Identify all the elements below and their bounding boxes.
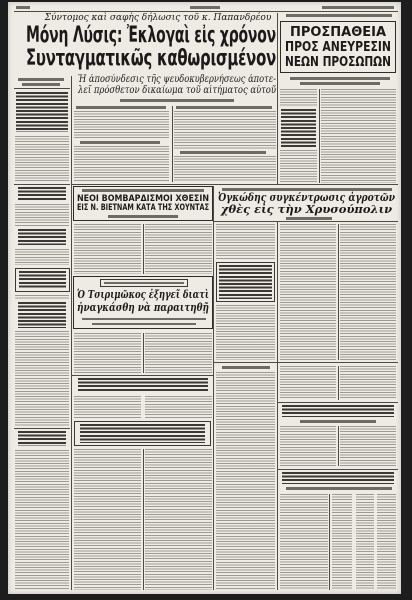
caption-line	[300, 420, 376, 423]
column-rule	[143, 449, 144, 590]
article-text	[216, 372, 275, 590]
article-text	[15, 249, 69, 265]
lead-headline-text: Μόνη Λύσις: Ἐκλογαὶ εἰς χρόνον	[26, 23, 276, 48]
section-rule	[278, 402, 398, 403]
column-rule	[338, 366, 339, 400]
section-rule	[72, 375, 213, 376]
article-text	[280, 426, 336, 466]
caption-line	[300, 82, 380, 85]
column-rule	[143, 333, 144, 373]
farmers-headline-text: χθὲς εἰς τὴν Χρυσούπολιν	[220, 202, 393, 216]
lead-headline-line-1	[26, 24, 276, 47]
subheading-block	[18, 302, 66, 328]
article-text	[332, 494, 352, 590]
article-text	[174, 111, 276, 149]
subheading-block	[80, 424, 205, 443]
lead-subhead-text: λεῖ πρόσθετον δικαίωμα τοῦ αἰτήματος αὐτοῦ	[78, 85, 276, 96]
subheading-block	[219, 265, 272, 299]
promo-box-text: ΠΡΟΣΠΑΘΕΙΑ	[289, 25, 387, 40]
caption-line	[16, 6, 30, 9]
lead-subhead-text: Ἡ ἀποσύνδεσις τῆς ψευδοκυβερνήσεως ἀποτε-	[78, 74, 276, 85]
article-text	[74, 224, 141, 274]
article-text	[280, 366, 336, 400]
subheading-block	[282, 405, 394, 417]
promo-box-line-1	[285, 25, 391, 40]
lead-deck	[40, 13, 276, 23]
subheading-block	[18, 187, 66, 201]
caption-line	[180, 151, 266, 154]
tsirimokos-headline-line-2	[77, 301, 209, 314]
subheading-block	[19, 271, 66, 289]
section-rule	[214, 221, 398, 222]
article-text	[340, 426, 396, 466]
article-text	[74, 111, 169, 139]
farmers-headline-line-2	[218, 203, 395, 215]
article-text	[280, 89, 317, 106]
vietnam-headline-text: ΝΕΟΙ ΒΟΜΒΑΡΔΙΣΜΟΙ ΧΘΕΣΙΝ	[77, 194, 209, 204]
vietnam-headline-text: ΕΙΣ Ν. ΒΙΕΤΝΑΜ ΚΑΤΑ ΤΗΣ ΧΟΥΝΤΑΣ	[77, 203, 209, 213]
column-rule	[338, 426, 339, 466]
section-rule	[72, 184, 398, 185]
article-text	[145, 449, 212, 590]
caption-line	[286, 14, 392, 17]
article-text	[321, 89, 396, 183]
vietnam-story-box	[73, 186, 213, 221]
article-text	[15, 295, 69, 299]
article-text	[280, 224, 336, 360]
article-text	[74, 396, 141, 418]
promo-box	[280, 21, 396, 73]
promo-box-text: ΠΡΟΣ ΑΝΕΥΡΕΣΙΝ	[285, 40, 391, 55]
column-rule	[71, 76, 72, 590]
caption-line	[222, 366, 270, 369]
caption-line	[120, 99, 234, 102]
tsirimokos-headline-text: ἠναγκάσθη νὰ παραιτηθῇ	[77, 301, 209, 314]
caption-line	[76, 106, 166, 109]
article-text	[15, 331, 69, 427]
column-rule	[277, 221, 278, 590]
subheading-block	[18, 229, 66, 245]
column-rule	[319, 89, 320, 183]
article-text	[377, 494, 396, 590]
article-text	[340, 366, 396, 400]
article-text	[340, 224, 396, 360]
article-text	[15, 450, 69, 590]
lead-headline-line-2	[26, 47, 276, 70]
promo-box-text: ΝΕΩΝ ΠΡΟΣΩΠΩΝ	[285, 55, 391, 70]
article-text	[145, 224, 212, 274]
article-text	[15, 204, 69, 226]
article-text	[280, 494, 328, 590]
vietnam-headline-line-2	[77, 204, 209, 213]
caption-line	[190, 6, 220, 9]
farmers-headline-text: Ὀγκώδης συγκέντρωσις ἀγροτῶν	[218, 190, 395, 204]
caption-line	[286, 217, 332, 220]
promo-box-line-2	[285, 40, 391, 55]
column-rule	[143, 224, 144, 274]
column-rule	[277, 13, 278, 184]
tsirimokos-story-box	[73, 276, 213, 329]
subheading-block	[16, 92, 68, 132]
column-rule	[338, 224, 339, 360]
lead-subhead-line-2	[78, 85, 276, 96]
lead-deck-text: Σύντομος καὶ σαφὴς δήλωσις τοῦ κ. Παπανδρέου	[44, 13, 272, 23]
section-rule	[14, 11, 398, 12]
article-text	[74, 146, 169, 182]
article-text	[145, 396, 212, 418]
column-rule	[213, 186, 214, 590]
caption-line	[286, 487, 392, 490]
article-text	[74, 333, 141, 373]
column-rule	[172, 106, 173, 182]
article-text	[216, 224, 275, 260]
column-rule	[329, 494, 330, 590]
article-text	[280, 150, 317, 183]
section-rule	[278, 469, 398, 470]
section-rule	[14, 88, 70, 89]
tsirimokos-headline-line-1	[77, 288, 209, 301]
article-text	[356, 494, 374, 590]
article-text	[74, 449, 141, 590]
article-text	[145, 333, 212, 373]
subheading-block	[78, 378, 208, 392]
lead-subhead-line-1	[78, 74, 276, 85]
caption-line	[322, 6, 394, 9]
caption-line	[80, 141, 160, 144]
caption-line	[18, 78, 64, 81]
promo-box-line-3	[285, 55, 391, 70]
tsirimokos-headline-text: Ὁ Τσιριμῶκος ἐξηγεῖ διατὶ	[77, 288, 209, 301]
subheading-block	[281, 109, 316, 147]
caption-line	[290, 77, 390, 80]
article-text	[216, 305, 275, 360]
section-rule	[214, 362, 398, 363]
caption-line	[22, 83, 60, 86]
lead-headline-text: Συνταγματικῶς καθωρισμένον	[26, 46, 276, 71]
article-text	[174, 156, 276, 182]
article-text	[15, 136, 69, 182]
section-rule	[14, 428, 70, 429]
section-rule	[14, 184, 70, 185]
caption-line	[176, 106, 272, 109]
subheading-block	[282, 472, 394, 484]
subheading-block	[18, 431, 66, 446]
